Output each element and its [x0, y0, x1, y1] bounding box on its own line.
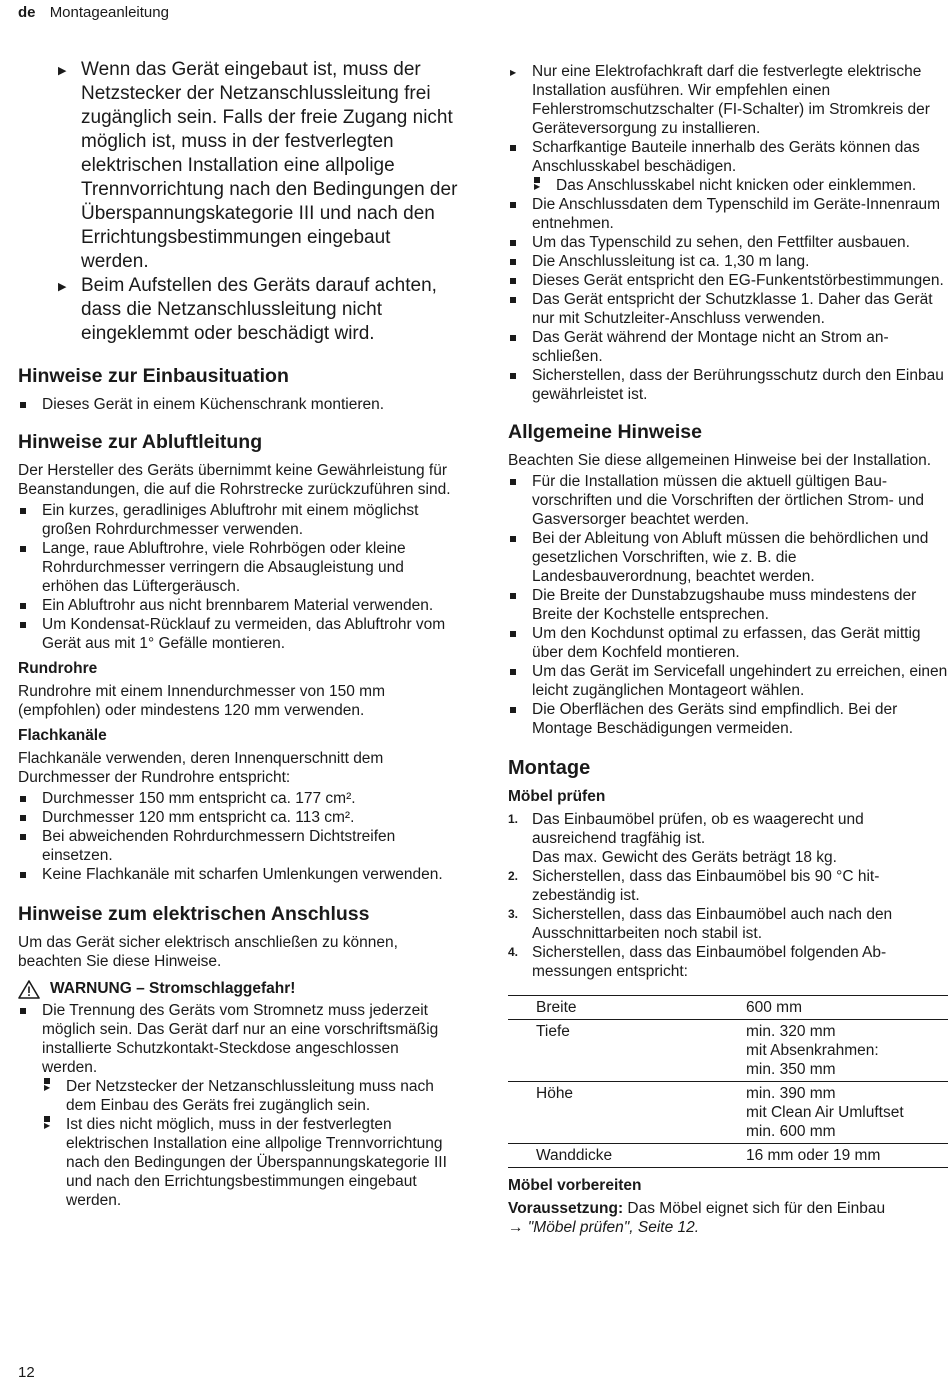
sub-list-item: ▶ Ist dies nicht möglich, muss in der festverlegten elektrischen Installation eine allpolige Trennvorrichtung nach den Bedingungen der Überspannungskategorie III und nach den Errichtungsbestimmungen eingebaut werden. [42, 1115, 458, 1210]
list-item-text: Scharfkantige Bauteile innerhalb des Geräts können das Anschlusskabel beschädigen. [532, 139, 920, 175]
intro-list [18, 58, 458, 346]
list-item-text: Die Trennung des Geräts vom Stromnetz muss jederzeit möglich sein. Das Gerät darf nur an eine vorschriftsmäßig installierte Schutzkontakt-Steckdose angeschlossen werden. [42, 1002, 439, 1076]
table-cell-label: Breite [508, 996, 718, 1020]
prerequisite-text: Das Möbel eignet sich für den Einbau [623, 1200, 886, 1217]
sub-list-item: ▶ Das Anschlusskabel nicht knicken oder einklemmen. [532, 176, 948, 195]
section-title-elektrischer-anschluss: Hinweise zum elektrischen Anschluss [18, 903, 370, 925]
list-item: Ein Abluftrohr aus nicht brennbarem Material verwenden. [18, 596, 458, 615]
table-cell-label: Wanddicke [508, 1144, 718, 1168]
elektro-list [18, 1001, 458, 1210]
table-cell-label: Tiefe [508, 1020, 718, 1082]
list-item: Die Anschlussleitung ist ca. 1,30 m lang. [508, 252, 948, 271]
step-item [508, 867, 948, 905]
abluft-intro: Der Hersteller des Geräts übernimmt keine Gewährleistung für Beanstandungen, die auf die Rohrstrecke zurückzuführen sind. [18, 462, 451, 498]
prerequisite-label: Voraussetzung: [508, 1200, 624, 1217]
page-number: 12 [18, 1364, 35, 1381]
prerequisite [508, 1199, 948, 1237]
elektro-intro: Um das Gerät sicher elektrisch anschließen zu können, beachten Sie diese Hinweise. [18, 934, 398, 970]
list-item: Dieses Gerät entspricht den EG-Funkentstörbestimmungen. [508, 271, 948, 290]
list-item: Lange, raue Abluftrohre, viele Rohrbögen oder kleine Rohrdurchmesser verringern die Absaugleistung und erhöhen das Lüftergeräusch. [18, 539, 458, 596]
subsection-title-moebel-vorbereiten: Möbel vorbereiten [508, 1177, 642, 1194]
list-item: Die Breite der Dunstabzugshaube muss mindestens der Breite der Kochstelle entsprechen. [508, 586, 948, 624]
list-item [18, 1001, 458, 1210]
page-header [18, 4, 169, 21]
subsection-title-moebel-pruefen: Möbel prüfen [508, 788, 606, 805]
einbau-list [18, 395, 458, 414]
step-text: Das Einbaumöbel prüfen, ob es waagerecht und ausreichend tragfähig ist. [532, 811, 864, 847]
language-code: de [18, 4, 36, 21]
list-item: Um das Gerät im Servicefall ungehindert zu erreichen, einen leicht zugänglichen Montageort wählen. [508, 662, 948, 700]
pruefen-steps [508, 810, 948, 981]
step-extra: Das max. Gewicht des Geräts beträgt 18 kg. [532, 849, 837, 866]
list-item: Das Gerät entspricht der Schutzklasse 1. Daher das Gerät nur mit Schutzleiter-Anschluss verwenden. [508, 290, 948, 328]
list-item: Um das Typenschild zu sehen, den Fettfilter ausbauen. [508, 233, 948, 252]
warning-triangle-icon [18, 980, 40, 999]
section-title-einbausituation: Hinweise zur Einbausituation [18, 365, 289, 387]
document-title: Montageanleitung [49, 4, 169, 21]
section-title-abluftleitung: Hinweise zur Abluftleitung [18, 431, 263, 453]
list-item: Bei abweichenden Rohrdurchmessern Dichtstreifen einsetzen. [18, 827, 458, 865]
top-sub-list [508, 62, 948, 138]
step-item [508, 943, 948, 981]
step-item [508, 905, 948, 943]
list-item: Die Oberflächen des Geräts sind empfindlich. Bei der Montage Beschädigungen vermeiden. [508, 700, 948, 738]
list-item: Die Anschlussdaten dem Typenschild im Geräte-Innenraum entnehmen. [508, 195, 948, 233]
step-text: Sicherstellen, dass das Einbaumöbel bis 90 °C hitzebeständig ist. [532, 868, 880, 904]
flachkanaele-text: Flachkanäle verwenden, deren Innenquerschnitt dem Durchmesser der Rundrohre entspricht: [18, 750, 384, 786]
warning-heading [18, 979, 458, 999]
list-item: Um Kondensat-Rücklauf zu vermeiden, das Abluftrohr vom Gerät aus mit 1° Gefälle montieren. [18, 615, 458, 653]
section-title-montage: Montage [508, 757, 591, 779]
list-item: Dieses Gerät in einem Küchenschrank montieren. [18, 395, 458, 414]
step-number: 2. [508, 869, 519, 883]
flachkanaele-list [18, 789, 458, 884]
table-cell-value: 16 mm oder 19 mm [718, 1144, 948, 1168]
list-item: Bei der Ableitung von Abluft müssen die behördlichen und gesetzlichen Vorschriften, wie z. B. die Landesbauverordnung, beachtet werden. [508, 529, 948, 586]
step-text: Sicherstellen, dass das Einbaumöbel auch nach den Ausschnittarbeiten noch stabil ist. [532, 906, 893, 942]
elektro-sub-list [42, 1077, 458, 1210]
section-title-allgemeine-hinweise: Allgemeine Hinweise [508, 421, 702, 443]
sub-list-item: ▶ Nur eine Elektrofachkraft darf die festverlegte elektrische Installation ausführen. Wir empfehlen einen Fehlerstromschutzschalter (FI-Schalter) im Stromkreis der Geräteversorgung zu installieren. [508, 62, 948, 138]
step-item [508, 810, 948, 867]
abluft-list [18, 501, 458, 653]
table-row [508, 1020, 948, 1082]
intro-item: ▶ Wenn das Gerät eingebaut ist, muss der Netzstecker der Netzanschlussleitung frei zugänglich sein. Falls der freie Zugang nicht möglich ist, muss in der festverlegten elektrischen Installation eine allpolige Trennvorrichtung nach den Bedingungen der Überspannungskategorie III und nach den Errichtungsbestimmungen eingebaut werden. [18, 58, 458, 274]
table-cell-value: min. 390 mm mit Clean Air Umluftset min. 600 mm [718, 1082, 948, 1144]
rundrohre-text: Rundrohre mit einem Innendurchmesser von 150 mm (empfohlen) oder mindestens 120 mm verwenden. [18, 683, 386, 719]
anschluss-list [508, 138, 948, 404]
table-cell-value: min. 320 mm mit Absenkrahmen: min. 350 mm [718, 1020, 948, 1082]
list-item: Sicherstellen, dass der Berührungsschutz durch den Einbau gewährleistet ist. [508, 366, 948, 404]
list-item: Um den Kochdunst optimal zu erfassen, das Gerät mittig über dem Kochfeld montieren. [508, 624, 948, 662]
table-row [508, 1082, 948, 1144]
list-item: Durchmesser 120 mm entspricht ca. 113 cm². [18, 808, 458, 827]
table-cell-label: Höhe [508, 1082, 718, 1144]
list-item: Ein kurzes, geradliniges Abluftrohr mit einem möglichst großen Rohrdurchmesser verwenden. [18, 501, 458, 539]
list-item: Durchmesser 150 mm entspricht ca. 177 cm². [18, 789, 458, 808]
anschluss-sub-list [532, 176, 948, 195]
dimensions-table [508, 995, 948, 1168]
intro-item: ▶ Beim Aufstellen des Geräts darauf achten, dass die Netzanschlussleitung nicht eingeklemmt oder beschädigt wird. [18, 274, 458, 346]
table-cell-value: 600 mm [718, 996, 948, 1020]
subsection-title-flachkanaele: Flachkanäle [18, 727, 107, 744]
right-column [508, 62, 948, 1239]
sub-list-item: ▶ Der Netzstecker der Netzanschlussleitung muss nach dem Einbau des Geräts frei zugänglich sein. [42, 1077, 458, 1115]
table-row [508, 1144, 948, 1168]
step-text: Sicherstellen, dass das Einbaumöbel folgenden Abmessungen entspricht: [532, 944, 887, 980]
step-number: 1. [508, 812, 519, 826]
step-number: 3. [508, 907, 519, 921]
allgemein-list [508, 472, 948, 738]
cross-reference-link[interactable]: → "Möbel prüfen", Seite 12. [508, 1219, 700, 1236]
warning-text: WARNUNG – Stromschlaggefahr! [50, 980, 296, 997]
table-row [508, 996, 948, 1020]
list-item: Für die Installation müssen die aktuell gültigen Bauvorschriften und die Vorschriften der örtlichen Strom- und Gasversorger beachtet werden. [508, 472, 948, 529]
subsection-title-rundrohre: Rundrohre [18, 660, 98, 677]
left-column [18, 58, 458, 1210]
allgemein-intro: Beachten Sie diese allgemeinen Hinweise bei der Installation. [508, 452, 932, 469]
list-item: Keine Flachkanäle mit scharfen Umlenkungen verwenden. [18, 865, 458, 884]
step-number: 4. [508, 945, 519, 959]
list-item [508, 138, 948, 195]
list-item: Das Gerät während der Montage nicht an Strom anschließen. [508, 328, 948, 366]
